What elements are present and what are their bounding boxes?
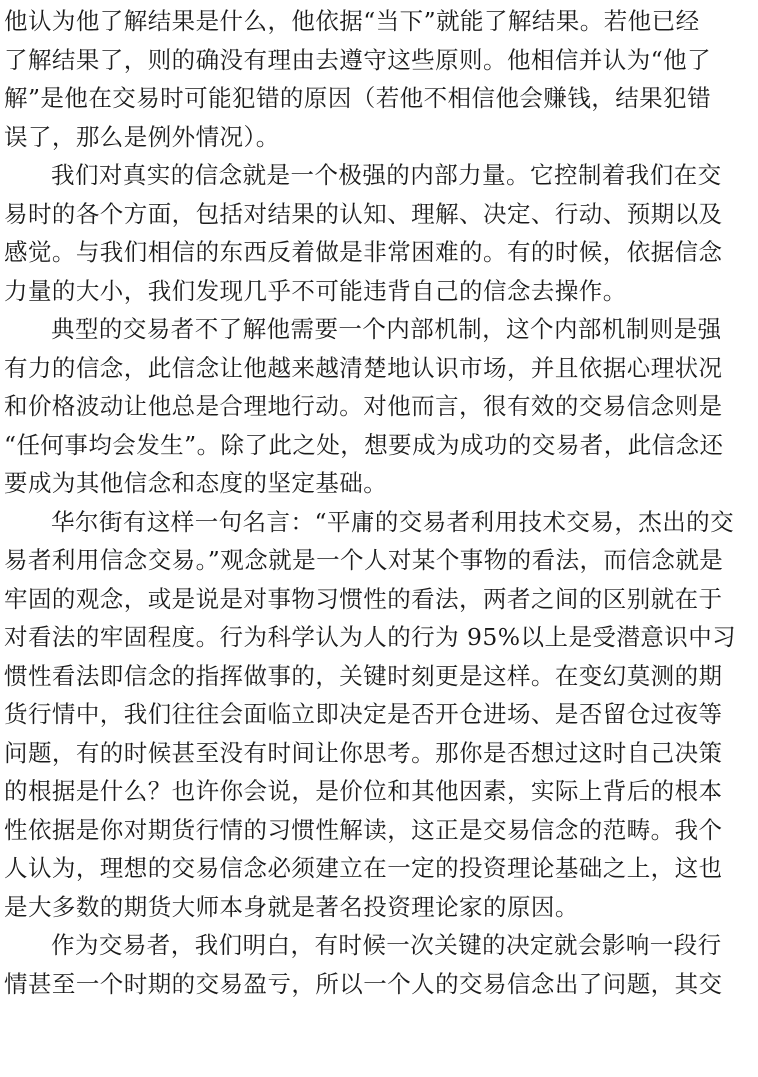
text-line: 惯性看法即信念的指挥做事的，关键时刻更是这样。在变幻莫测的期 <box>4 661 723 690</box>
text-line: 性依据是你对期货行情的习惯性解读，这正是交易信念的范畴。我个 <box>4 815 723 844</box>
text-line: 他认为他了解结果是什么，他依据“当下”就能了解结果。若他已经 <box>4 7 700 35</box>
text-line: 力量的大小，我们发现几乎不可能违背自己的信念去操作。 <box>4 276 627 305</box>
text-line: 易时的各个方面，包括对结果的认知、理解、决定、行动、预期以及 <box>4 199 723 228</box>
text-line: 误了，那么是例外情况）。 <box>4 122 280 151</box>
text-line: 的根据是什么？也许你会说，是价位和其他因素，实际上背后的根本 <box>4 777 723 805</box>
paragraph-4 <box>4 503 754 927</box>
text-line: 感觉。与我们相信的东西反着做是非常困难的。有的时候，依据信念 <box>4 238 723 266</box>
text-line: 人认为，理想的交易信念必须建立在一定的投资理论基础之上，这也 <box>4 854 723 882</box>
text-line: “任何事均会发生”。除了此之处，想要成为成功的交易者，此信念还 <box>4 430 724 459</box>
text-line: 典型的交易者不了解他需要一个内部机制，这个内部机制则是强 <box>51 315 722 343</box>
text-line: 作为交易者，我们明白，有时候一次关键的决定就会影响一段行 <box>51 931 722 959</box>
text-line: 货行情中，我们往往会面临立即决定是否开仓进场、是否留仓过夜等 <box>4 700 723 728</box>
paragraph-1 <box>4 2 754 156</box>
text-line: 有力的信念，此信念让他越来越清楚地认识市场，并且依据心理状况 <box>4 353 723 382</box>
text-line: 要成为其他信念和态度的坚定基础。 <box>4 469 388 497</box>
paragraph-3 <box>4 310 754 503</box>
text-line: 情甚至一个时期的交易盈亏，所以一个人的交易信念出了问题，其交 <box>4 969 723 998</box>
text-line: 是大多数的期货大师本身就是著名投资理论家的原因。 <box>4 892 579 921</box>
text-line: 我们对真实的信念就是一个极强的内部力量。它控制着我们在交 <box>51 161 722 189</box>
text-line: 了解结果了，则的确没有理由去遵守这些原则。他相信并认为“他了 <box>4 45 712 74</box>
paragraph-5 <box>4 926 754 1003</box>
text-line: 问题，有的时候甚至没有时间让你思考。那你是否想过这时自己决策 <box>4 738 723 767</box>
text-line: 解”是他在交易时可能犯错的原因（若他不相信他会赚钱，结果犯错 <box>4 84 712 112</box>
text-line: 和价格波动让他总是合理地行动。对他而言，很有效的交易信念则是 <box>4 392 723 420</box>
text-line: 华尔街有这样一句名言：“平庸的交易者利用技术交易，杰出的交 <box>51 507 735 536</box>
text-line: 牢固的观念，或是说是对事物习惯性的看法，两者之间的区别就在于 <box>4 584 723 613</box>
text-line: 易者利用信念交易。”观念就是一个人对某个事物的看法，而信念就是 <box>4 546 724 574</box>
paragraph-2 <box>4 156 754 310</box>
text-line: 对看法的牢固程度。行为科学认为人的行为 95%以上是受潜意识中习 <box>4 623 737 651</box>
